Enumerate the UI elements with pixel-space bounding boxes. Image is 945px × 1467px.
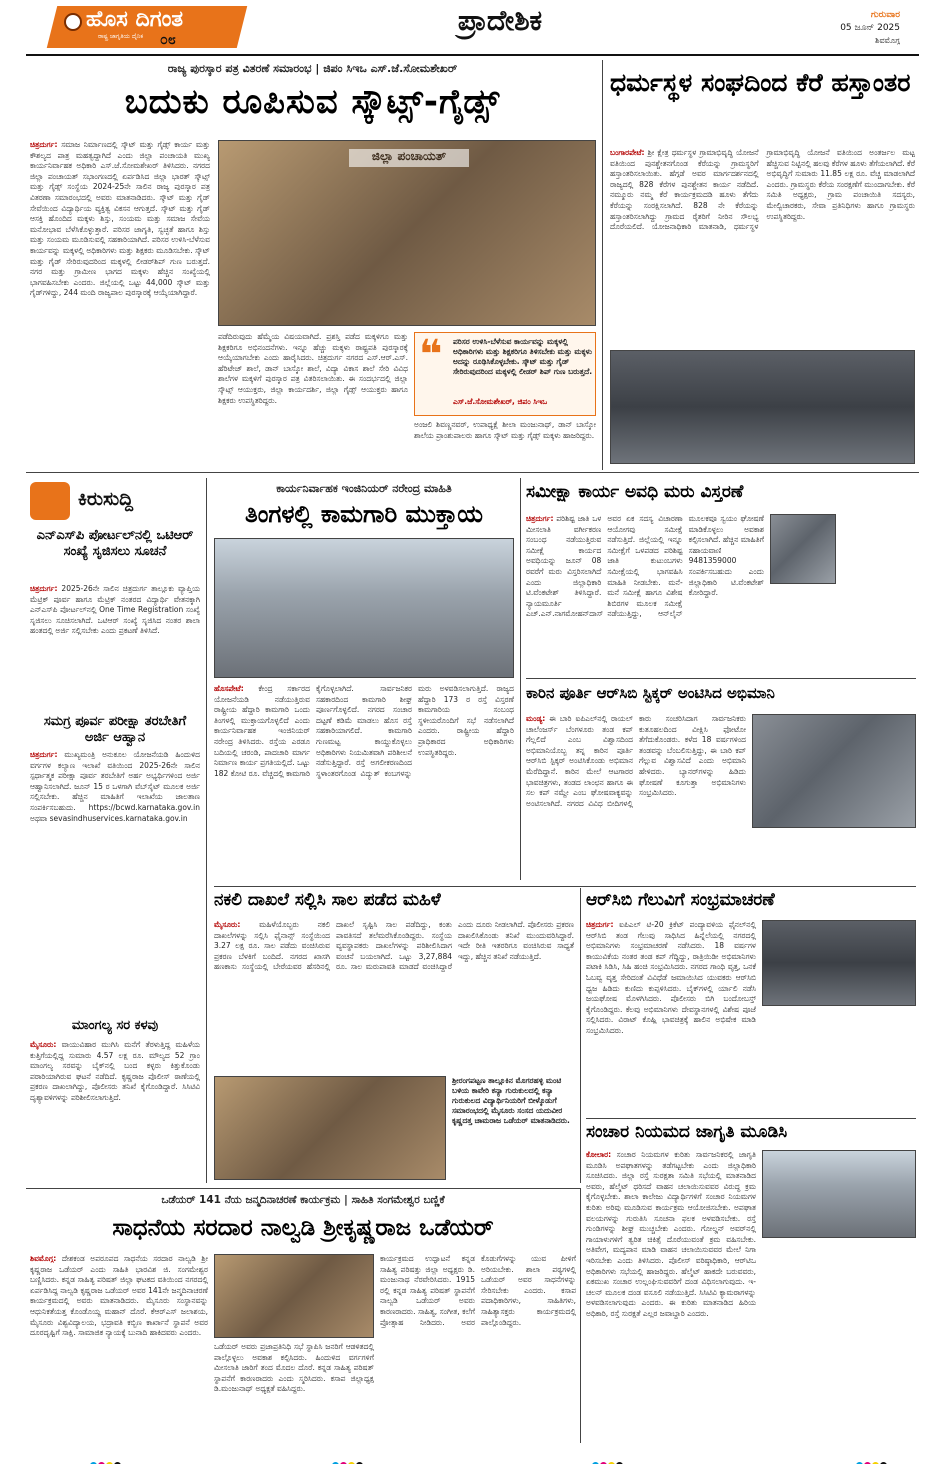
brief3-body (30, 1040, 200, 1182)
story7-body-right (762, 1010, 916, 1114)
story9-body-right-text: ಕಾರ್ಯಕ್ರಮದ ಉದ್ಘಾಟನೆ ಕನ್ನಡ ಸಾಹಿತ್ಯ ಪರಿಷತ್ತು ಜಿಲ್ಲಾ ಅಧ್ಯಕ್ಷರು ಡಿ. ಮಂಜುನಾಥ ನೆರವೇರಿಸಿದರು. 1915 ರಲ್ಲಿ ಕನ್ನಡ ಸಾಹಿತ್ಯ ಪರಿಷತ್ ಸ್ಥಾಪನೆಗೆ ನಾಲ್ವಡಿ ಒಡೆಯರ್ ಅವರು ಕಾರಣರಾದರು. ಸಾಹಿತ್ಯ, ಸಂಗೀತ, ಕಲೆಗೆ ಪ್ರೋತ್ಸಾಹ ನೀಡಿದರು. ಅವರ ಕೊಡುಗೆಗಳನ್ನು ಯುವ ಪೀಳಿಗೆ ಅರಿಯಬೇಕು. ಶಾಲಾ ಪಠ್ಯಗಳಲ್ಲಿ ಒಡೆಯರ್ ಅವರ ಸಾಧನೆಗಳನ್ನು ಸೇರಿಸಬೇಕು ಎಂದರು. ಕಸಾಪ ಪದಾಧಿಕಾರಿಗಳು, ಸಾಹಿತಿಗಳು, ಸಾಹಿತ್ಯಾಸಕ್ತರು ಕಾರ್ಯಕ್ರಮದಲ್ಲಿ ಪಾಲ್ಗೊಂಡಿದ್ದರು. (380, 1254, 576, 1327)
story1-quote-box (414, 332, 596, 416)
story6-photo (214, 1076, 446, 1180)
story3-body (214, 684, 514, 880)
story6-body (214, 920, 574, 1070)
brief1-body-text: 2025-26ನೇ ಸಾಲಿನ ಚಿತ್ರದುರ್ಗ ತಾಲ್ಲೂಕು ವ್ಯಾಪ್ತಿಯ ಮೆಟ್ರಿಕ್ ಪೂರ್ವ ಹಾಗೂ ಮೆಟ್ರಿಕ್ ನಂತರದ ವಿದ್ಯಾರ್ಥಿ ವೇತನಕ್ಕಾಗಿ ಎನ್‌ಎಸ್‌ಪಿ ಪೋರ್ಟಲ್‌ನಲ್ಲಿ One Time Registration ಸಂಖ್ಯೆ ಸೃಜಿಸಲು ಸೂಚಿಸಲಾಗಿದೆ. ಒಟಿಆರ್ ಸಂಖ್ಯೆ ಸೃಜಿಸಿದ ನಂತರ ಶಾಲಾ ಹಂತದಲ್ಲಿ ಅರ್ಜಿ ಸಲ್ಲಿಸಬೇಕು ಎಂದು ಪ್ರಕಟಣೆ ತಿಳಿಸಿದೆ. (30, 584, 200, 636)
story6-headline: ನಕಲಿ ದಾಖಲೆ ಸಲ್ಲಿಸಿ ಸಾಲ ಪಡೆದ ಮಹಿಳೆ (214, 890, 441, 910)
masthead-city: ಶಿವಮೊಗ್ಗ (875, 36, 900, 45)
registration-marks-left (90, 1454, 140, 1464)
story5-body-text: ಈ ಬಾರಿ ಐಪಿಎಲ್‌ನಲ್ಲಿ ರಾಯಲ್ ಚಾಲೆಂಜರ್ಸ್ ಬೆಂಗಳೂರು ತಂಡ ಕಪ್ ಗೆಲ್ಲಲಿದೆ ಎಂಬ ವಿಶ್ವಾಸದಿಂದ ಅಭಿಮಾನಿಯೊಬ್ಬ ತನ್ನ ಕಾರಿನ ಪೂರ್ತಿ ಆರ್‌ಸಿಬಿ ಸ್ಟಿಕ್ಕರ್ ಅಂಟಿಸಿಕೊಂಡು ಅಭಿಮಾನ ಮೆರೆದಿದ್ದಾನೆ. ಕಾರಿನ ಮೇಲೆ ಆಟಗಾರರ ಭಾವಚಿತ್ರಗಳು, ತಂಡದ ಲಾಂಛನ ಹಾಗೂ ಈ ಸಲ ಕಪ್ ನಮ್ದೇ ಎಂಬ ಘೋಷವಾಕ್ಯವನ್ನು ಅಂಟಿಸಲಾಗಿದೆ. ನಗರದ ವಿವಿಧ ಬೀದಿಗಳಲ್ಲಿ ಕಾರು ಸಂಚರಿಸಿದಾಗ ಸಾರ್ವಜನಿಕರು ಕುತೂಹಲದಿಂದ ವೀಕ್ಷಿಸಿ ಫೋಟೋ ತೆಗೆದುಕೊಂಡರು. ಕಳೆದ 18 ವರ್ಷಗಳಿಂದ ತಂಡವನ್ನು ಬೆಂಬಲಿಸುತ್ತಿದ್ದು, ಈ ಬಾರಿ ಕಪ್ ಗೆಲ್ಲುವ ವಿಶ್ವಾಸವಿದೆ ಎಂದು ಅಭಿಮಾನಿ ಹೇಳಿದರು. ಬ್ಯಾನರ್‌ಗಳನ್ನು ಹಿಡಿದು ಘೋಷಣೆ ಕೂಗುತ್ತಾ ಅಭಿಮಾನಿಗಳು ಸಂಭ್ರಮಿಸಿದರು. (526, 714, 746, 808)
story7-photo (762, 920, 916, 1006)
story9-body-right (380, 1254, 576, 1442)
brief1-headline: ಎನ್‌ಎಸ್‌ಪಿ ಪೋರ್ಟಲ್‌ನಲ್ಲಿ ಒಟಿಆರ್ ಸಂಖ್ಯೆ ಸೃಜಿಸಲು ಸೂಚನೆ (36, 528, 194, 559)
story4-dateline: ಚಿತ್ರದುರ್ಗ: (526, 514, 554, 523)
story7-dateline: ಚಿತ್ರದುರ್ಗ: (586, 920, 614, 929)
story7-headline: ಆರ್‌ಸಿಬಿ ಗೆಲುವಿಗೆ ಸಂಭ್ರಮಾಚರಣೆ (586, 890, 775, 910)
brief2-dateline: ಚಿತ್ರದುರ್ಗ: (30, 750, 58, 759)
brief2-headline: ಸಮಗ್ರ ಪೂರ್ವ ಪರೀಕ್ಷಾ ತರಬೇತಿಗೆ ಅರ್ಜಿ ಆಹ್ವಾನ (43, 714, 187, 745)
brief1-body (30, 584, 200, 712)
kirusuddi-icon (30, 482, 70, 520)
story3-headline: ತಿಂಗಳಲ್ಲಿ ಕಾಮಗಾರಿ ಮುಕ್ತಾಯ (245, 500, 483, 528)
brief3-dateline: ಮೈಸೂರು: (30, 1040, 57, 1049)
brief2-body-text: ಮುಖ್ಯಮಂತ್ರಿ ಅನುಕೂಲ ಯೋಜನೆಯಡಿ ಹಿಂದುಳಿದ ವರ್ಗಗಳ ಕಲ್ಯಾಣ ಇಲಾಖೆ ವತಿಯಿಂದ 2025-26ನೇ ಸಾಲಿನ ಸ್ಪರ್ಧಾತ್ಮಕ ಪರೀಕ್ಷಾ ಪೂರ್ವ ತರಬೇತಿಗೆ ಅರ್ಹ ಅಭ್ಯರ್ಥಿಗಳಿಂದ ಅರ್ಜಿ ಆಹ್ವಾನಿಸಲಾಗಿದೆ. ಜೂನ್ 15 ರ ಒಳಗಾಗಿ ವೆಬ್‌ಸೈಟ್ ಮೂಲಕ ಅರ್ಜಿ ಸಲ್ಲಿಸಬೇಕು. ಹೆಚ್ಚಿನ ಮಾಹಿತಿಗೆ ಇಲಾಖೆಯ ಜಾಲತಾಣ ಸಂಪರ್ಕಿಸಬಹುದು. https://bcwd.karnataka.gov.in ಅಥವಾ sevasindhuservices.karnataka.gov.in (30, 750, 200, 823)
paper-name: ಹೊಸ ದಿಗಂತ (86, 7, 184, 32)
story1-body-left (30, 140, 210, 465)
story6-body-text: ಮಹಿಳೆಯೊಬ್ಬರು ನಕಲಿ ದಾಖಲೆಗಳನ್ನು ಸಲ್ಲಿಸಿ ಫೈನಾನ್ಸ್ ಸಂಸ್ಥೆಯಿಂದ 3.27 ಲಕ್ಷ ರೂ. ಸಾಲ ಪಡೆದು ವಂಚಿಸಿರುವ ಪ್ರಕರಣ ಬೆಳಕಿಗೆ ಬಂದಿದೆ. ನಗರದ ಖಾಸಗಿ ಹಣಕಾಸು ಸಂಸ್ಥೆಯಲ್ಲಿ ಬೇರೆಯವರ ಹೆಸರಿನಲ್ಲಿ ದಾಖಲೆ ಸೃಷ್ಟಿಸಿ ಸಾಲ ಪಡೆದಿದ್ದು, ಕಂತು ಪಾವತಿಸದೆ ತಲೆಮರೆಸಿಕೊಂಡಿದ್ದರು. ಸಂಸ್ಥೆಯ ವ್ಯವಸ್ಥಾಪಕರು ದಾಖಲೆಗಳನ್ನು ಪರಿಶೀಲಿಸಿದಾಗ ವಂಚನೆ ಬಯಲಾಗಿದೆ. ಒಟ್ಟು 3,27,884 ರೂ. ಸಾಲ ಮರುಪಾವತಿ ಮಾಡದೆ ವಂಚಿಸಿದ್ದಾರೆ ಎಂದು ದೂರು ನೀಡಲಾಗಿದೆ. ಪೊಲೀಸರು ಪ್ರಕರಣ ದಾಖಲಿಸಿಕೊಂಡು ತನಿಖೆ ಮುಂದುವರಿಸಿದ್ದಾರೆ. ಇದೇ ರೀತಿ ಇತರರಿಗೂ ವಂಚಿಸಿರುವ ಸಾಧ್ಯತೆ ಇದ್ದು, ಹೆಚ್ಚಿನ ತನಿಖೆ ನಡೆಯುತ್ತಿದೆ. (214, 920, 574, 972)
quote-mark-icon: ❝ (419, 335, 443, 369)
story2-body-text: ಶ್ರೀ ಕ್ಷೇತ್ರ ಧರ್ಮಸ್ಥಳ ಗ್ರಾಮಾಭಿವೃದ್ಧಿ ಯೋಜನೆ ವತಿಯಿಂದ ಪುನಶ್ಚೇತನಗೊಂಡ ಕೆರೆಯನ್ನು ಗ್ರಾಮಸ್ಥರಿಗೆ ಹಸ್ತಾಂತರಿಸಲಾಯಿತು. ಹೆಗ್ಗಡೆ ಅವರ ಮಾರ್ಗದರ್ಶನದಲ್ಲಿ ರಾಜ್ಯದಲ್ಲಿ 828 ಕೆರೆಗಳ ಪುನಶ್ಚೇತನ ಕಾರ್ಯ ನಡೆದಿದೆ. ನಮ್ಮೂರು ನಮ್ಮ ಕೆರೆ ಕಾರ್ಯಕ್ರಮದಡಿ ಹೂಳು ತೆಗೆದು ಕೆರೆಯನ್ನು ಸಂರಕ್ಷಿಸಲಾಗಿದೆ. 828 ನೇ ಕೆರೆಯನ್ನು ಹಸ್ತಾಂತರಿಸಲಾಗಿದ್ದು ಗ್ರಾಮದ ರೈತರಿಗೆ ನೀರಿನ ಸೌಲಭ್ಯ ದೊರೆಯಲಿದೆ. ಯೋಜನಾಧಿಕಾರಿ ಮಾತನಾಡಿ, ಧರ್ಮಸ್ಥಳ ಗ್ರಾಮಾಭಿವೃದ್ಧಿ ಯೋಜನೆ ವತಿಯಿಂದ ಅಂತರ್ಜಲ ಮಟ್ಟ ಹೆಚ್ಚಿಸುವ ನಿಟ್ಟಿನಲ್ಲಿ ಹಲವು ಕೆರೆಗಳ ಹೂಳು ತೆಗೆಯಲಾಗಿದೆ. ಕೆರೆ ಅಭಿವೃದ್ಧಿಗೆ ಸುಮಾರು 11.85 ಲಕ್ಷ ರೂ. ವೆಚ್ಚ ಮಾಡಲಾಗಿದೆ ಎಂದರು. ಗ್ರಾಮಸ್ಥರು ಕೆರೆಯ ಸಂರಕ್ಷಣೆಗೆ ಮುಂದಾಗಬೇಕು. ಕೆರೆ ಸಮಿತಿ ಅಧ್ಯಕ್ಷರು, ಗ್ರಾಮ ಪಂಚಾಯಿತಿ ಸದಸ್ಯರು, ಮೇಲ್ವಿಚಾರಕರು, ಸೇವಾ ಪ್ರತಿನಿಧಿಗಳು ಹಾಗೂ ಗ್ರಾಮಸ್ಥರು ಉಪಸ್ಥಿತರಿದ್ದರು. (610, 148, 915, 232)
story-rule (526, 678, 916, 679)
story7-body-text: ಐಪಿಎಲ್ ಟಿ-20 ಕ್ರಿಕೆಟ್ ಪಂದ್ಯಾವಳಿಯ ಫೈನಲ್‌ನಲ್ಲಿ ಆರ್‌ಸಿಬಿ ತಂಡ ಗೆಲುವು ಸಾಧಿಸಿದ ಹಿನ್ನೆಲೆಯಲ್ಲಿ ನಗರದಲ್ಲಿ ಅಭಿಮಾನಿಗಳು ಸಂಭ್ರಮಾಚರಣೆ ನಡೆಸಿದರು. 18 ವರ್ಷಗಳ ಕಾಯುವಿಕೆಯ ನಂತರ ತಂಡ ಕಪ್ ಗೆದ್ದಿದ್ದು, ರಾತ್ರಿಯಿಡೀ ಅಭಿಮಾನಿಗಳು ಪಟಾಕಿ ಸಿಡಿಸಿ, ಸಿಹಿ ಹಂಚಿ ಸಂಭ್ರಮಿಸಿದರು. ನಗರದ ಗಾಂಧಿ ವೃತ್ತ, ಒನಕೆ ಓಬವ್ವ ವೃತ್ತ ಸೇರಿದಂತೆ ವಿವಿಧೆಡೆ ಜಮಾಯಿಸಿದ ಯುವಕರು ಆರ್‌ಸಿಬಿ ಧ್ವಜ ಹಿಡಿದು ಕುಣಿದು ಕುಪ್ಪಳಿಸಿದರು. ಬೈಕ್‌ಗಳಲ್ಲಿ ರ್ಯಾಲಿ ನಡೆಸಿ ಜಯಘೋಷ ಮೊಳಗಿಸಿದರು. ಪೊಲೀಸರು ಬಿಗಿ ಬಂದೋಬಸ್ತ್ ಕೈಗೊಂಡಿದ್ದರು. ಕೆಲವು ಅಭಿಮಾನಿಗಳು ದೇವಸ್ಥಾನಗಳಲ್ಲಿ ವಿಶೇಷ ಪೂಜೆ ಸಲ್ಲಿಸಿದರು. ವಿರಾಟ್ ಕೊಹ್ಲಿ ಭಾವಚಿತ್ರಕ್ಕೆ ಹಾಲಿನ ಅಭಿಷೇಕ ಮಾಡಿ ಸಂಭ್ರಮಿಸಿದರು. (586, 920, 756, 1035)
story4-body-text: ಪರಿಶಿಷ್ಟ ಜಾತಿ ಒಳ ಮೀಸಲಾತಿ ವರ್ಗೀಕರಣ ಸಂಬಂಧ ನಡೆಯುತ್ತಿರುವ ಸಮೀಕ್ಷೆ ಕಾರ್ಯದ ಅವಧಿಯನ್ನು ಜೂನ್ 08 ರವರೆಗೆ ಮರು ವಿಸ್ತರಿಸಲಾಗಿದೆ ಎಂದು ಜಿಲ್ಲಾಧಿಕಾರಿ ಟಿ.ವೆಂಕಟೇಶ್ ತಿಳಿಸಿದ್ದಾರೆ. ನ್ಯಾಯಮೂರ್ತಿ ಎಚ್.ಎನ್.ನಾಗಮೋಹನ್‌ದಾಸ್ ಅವರ ಏಕ ಸದಸ್ಯ ವಿಚಾರಣಾ ಆಯೋಗವು ಸಮೀಕ್ಷೆ ನಡೆಸುತ್ತಿದೆ. ಜಿಲ್ಲೆಯಲ್ಲಿ ಇನ್ನೂ ಸಮೀಕ್ಷೆಗೆ ಒಳಪಡದ ಪರಿಶಿಷ್ಟ ಜಾತಿ ಕುಟುಂಬಗಳು ಸಮೀಕ್ಷೆಯಲ್ಲಿ ಭಾಗವಹಿಸಿ ಮಾಹಿತಿ ನೀಡಬೇಕು. ಮನೆ-ಮನೆ ಸಮೀಕ್ಷೆ ಹಾಗೂ ವಿಶೇಷ ಶಿಬಿರಗಳ ಮೂಲಕ ಸಮೀಕ್ಷೆ ನಡೆಯುತ್ತಿದ್ದು, ಆನ್‌ಲೈನ್ ಮೂಲಕವೂ ಸ್ವಯಂ ಘೋಷಣೆ ಮಾಡಿಕೊಳ್ಳಲು ಅವಕಾಶ ಕಲ್ಪಿಸಲಾಗಿದೆ. ಹೆಚ್ಚಿನ ಮಾಹಿತಿಗೆ ಸಹಾಯವಾಣಿ 9481359000 ಸಂಪರ್ಕಿಸಬಹುದು ಎಂದು ಜಿಲ್ಲಾಧಿಕಾರಿ ಟಿ.ವೆಂಕಟೇಶ್ ಕೋರಿದ್ದಾರೆ. (526, 514, 764, 619)
story1-headline: ಬದುಕು ರೂಪಿಸುವ ಸ್ಕೌಟ್ಸ್-ಗೈಡ್ಸ್ (124, 82, 501, 122)
story6-caption: ಶ್ರೀರಂಗಪಟ್ಟಣ ತಾಲ್ಲೂಕಿನ ಮೊಗರಹಳ್ಳಿ ಮಂಟಿ ಬಳಿಯ ಕಾವೇರಿ ಕನ್ಯಾ ಗುರುಕುಲದಲ್ಲಿ ಕನ್ಯಾ ಗುರುಕುಲದ ವಿದ್ಯಾರ್ಥಿನಿಯರಿಗೆ ಬೀಳ್ಕೊಡುಗೆ ಸಮಾರಂಭದಲ್ಲಿ ಮೈಸೂರು ಸಂಸದ ಯದುವೀರ ಕೃಷ್ಣದತ್ತ ಚಾಮರಾಜ ಒಡೆಯರ್ ಮಾತನಾಡಿದರು. (452, 1076, 570, 1125)
story7-body (586, 920, 756, 1112)
section-rule (26, 472, 919, 473)
story1-photo (218, 140, 596, 326)
story8-photo (762, 1150, 916, 1238)
story9-headline: ಸಾಧನೆಯ ಸರದಾರ ನಾಲ್ವಡಿ ಶ್ರೀಕೃಷ್ಣರಾಜ ಒಡೆಯರ್ (112, 1215, 494, 1241)
story8-body-text: ಸಂಚಾರ ನಿಯಮಗಳ ಕುರಿತು ಸಾರ್ವಜನಿಕರಲ್ಲಿ ಜಾಗೃತಿ ಮೂಡಿಸಿ ಅಪಘಾತಗಳನ್ನು ತಡೆಗಟ್ಟಬೇಕು ಎಂದು ಜಿಲ್ಲಾಧಿಕಾರಿ ಸೂಚಿಸಿದರು. ಜಿಲ್ಲಾ ರಸ್ತೆ ಸುರಕ್ಷತಾ ಸಮಿತಿ ಸಭೆಯಲ್ಲಿ ಮಾತನಾಡಿದ ಅವರು, ಹೆಲ್ಮೆಟ್ ಧರಿಸದೆ ವಾಹನ ಚಲಾಯಿಸುವವರ ವಿರುದ್ಧ ಕ್ರಮ ಕೈಗೊಳ್ಳಬೇಕು. ಶಾಲಾ ಕಾಲೇಜು ವಿದ್ಯಾರ್ಥಿಗಳಿಗೆ ಸಂಚಾರ ನಿಯಮಗಳ ಕುರಿತು ಅರಿವು ಮೂಡಿಸುವ ಕಾರ್ಯಕ್ರಮ ಆಯೋಜಿಸಬೇಕು. ಅಪಘಾತ ವಲಯಗಳನ್ನು ಗುರುತಿಸಿ ಸೂಚನಾ ಫಲಕ ಅಳವಡಿಸಬೇಕು. ರಸ್ತೆ ಗುಂಡಿಗಳನ್ನು ಶೀಘ್ರ ಮುಚ್ಚಬೇಕು ಎಂದರು. ಗೋಲ್ಡನ್ ಅವರ್‌ನಲ್ಲಿ ಗಾಯಾಳುಗಳಿಗೆ ತ್ವರಿತ ಚಿಕಿತ್ಸೆ ದೊರೆಯುವಂತೆ ಕ್ರಮ ವಹಿಸಬೇಕು. ಅತಿವೇಗ, ಮದ್ಯಪಾನ ಮಾಡಿ ವಾಹನ ಚಲಾಯಿಸುವವರ ಮೇಲೆ ನಿಗಾ ಇರಿಸಬೇಕು ಎಂದು ತಿಳಿಸಿದರು. ಪೊಲೀಸ್ ವರಿಷ್ಠಾಧಿಕಾರಿ, ಆರ್‌ಟಿಒ ಅಧಿಕಾರಿಗಳು ಸಭೆಯಲ್ಲಿ ಹಾಜರಿದ್ದರು. ಹೆಲ್ಮೆಟ್ ಹಾಕದೇ ಬರುವವರು, ಏಕಮುಖ ಸಂಚಾರ ಉಲ್ಲಂಘಿಸುವವರಿಗೆ ದಂಡ ವಿಧಿಸಲಾಗುವುದು. ಇ-ಚಲನ್ ಮೂಲಕ ದಂಡ ವಸೂಲಿ ನಡೆಯುತ್ತಿದೆ. ಸಿಸಿಟಿವಿ ಕ್ಯಾಮರಾಗಳನ್ನು ಅಳವಡಿಸಲಾಗುವುದು ಎಂದರು. ಈ ಕುರಿತು ಮಾತನಾಡಿದ ಹಿರಿಯ ಅಧಿಕಾರಿ, ರಸ್ತೆ ಸುರಕ್ಷತೆ ಎಲ್ಲರ ಜವಾಬ್ದಾರಿ ಎಂದರು. (586, 1150, 756, 1318)
column-rule (520, 478, 521, 880)
paper-tagline: ರಾಷ್ಟ್ರ ಜಾಗೃತಿಯ ದೈನಿಕ (98, 33, 144, 40)
story3-dateline: ಹೊಸಪೇಟೆ: (214, 684, 244, 693)
column-rule (602, 60, 603, 470)
kirusuddi-box (30, 480, 200, 522)
brief2-body (30, 750, 200, 1012)
story1-body-bottom (414, 420, 596, 464)
story1-quote-author: ಎಸ್.ಜೆ.ಸೋಮಶೇಖರ್, ಜಿಪಂ ಸಿಇಒ (453, 397, 548, 406)
story4-portrait-photo (770, 514, 836, 584)
logo-emblem-icon (64, 13, 82, 31)
story2-body (610, 148, 915, 344)
brief3-headline: ಮಾಂಗಲ್ಯ ಸರ ಕಳವು (71, 1018, 159, 1033)
story4-body-right (842, 514, 916, 670)
story1-body-left-text: ಸಮಾಜ ನಿರ್ಮಾಣದಲ್ಲಿ ಸ್ಕೌಟ್ ಮತ್ತು ಗೈಡ್ಸ್ ಕಾರ್ಯ ಮತ್ತು ಕೌಶಲ್ಯದ ಪಾತ್ರ ಮಹತ್ವದ್ದಾಗಿದೆ ಎಂದು ಜಿಲ್ಲಾ ಪಂಚಾಯತಿ ಮುಖ್ಯ ಕಾರ್ಯನಿರ್ವಾಹಕ ಅಧಿಕಾರಿ ಎಸ್.ಜೆ.ಸೋಮಶೇಖರ್ ತಿಳಿಸಿದರು. ನಗರದ ಜಿಲ್ಲಾ ಪಂಚಾಯತ್ ಸಭಾಂಗಣದಲ್ಲಿ ಏರ್ಪಡಿಸಿದ ಜಿಲ್ಲಾ ಭಾರತ್ ಸ್ಕೌಟ್ಸ್ ಮತ್ತು ಗೈಡ್ಸ್ ಸಂಸ್ಥೆಯ 2024-25ನೇ ಸಾಲಿನ ರಾಜ್ಯ ಪುರಸ್ಕಾರ ಪತ್ರ ವಿತರಣಾ ಸಮಾರಂಭದಲ್ಲಿ ಅವರು ಮಾತನಾಡಿದರು. ಸ್ಕೌಟ್ ಮತ್ತು ಗೈಡ್ ಸೇವೆಯಿಂದ ವಿದ್ಯಾರ್ಥಿಯ ವ್ಯಕ್ತಿತ್ವ ವಿಕಸನ ಆಗುತ್ತದೆ. ಸ್ಕೌಟ್ ಮತ್ತು ಗೈಡ್ ಆಸಕ್ತಿ ಹೊಂದಿದ ಮಕ್ಕಳು ಶಿಸ್ತು, ಸಂಯಮ ಮತ್ತು ಸಮಾಜ ಸೇವೆಯ ಮನೋಭಾವ ಬೆಳೆಸಿಕೊಳ್ಳುತ್ತಾರೆ. ಪರಿಸರ ಜಾಗೃತಿ, ಸ್ವಚ್ಛತೆ ಹಾಗೂ ಶಿಸ್ತು ಮತ್ತು ಸಂಯಮ ಮೂಡಿಸುವಲ್ಲಿ ಸಹಕಾರಿಯಾಗಿದೆ. ಪರಿಸರ ಉಳಿಸಿ-ಬೆಳೆಸುವ ಕಾರ್ಯವನ್ನು ಮಕ್ಕಳಲ್ಲಿ ಅಧಿಕಾರಿಗಳು ಮತ್ತು ಶಿಕ್ಷಕರು ಮೂಡಿಸಬೇಕು. ಸ್ಕೌಟ್ ಮತ್ತು ಗೈಡ್ ಸೇರಿರುವುದರಿಂದ ಮಕ್ಕಳಲ್ಲಿ ಲೀಡರ್‌ಶಿಪ್ ಗುಣ ಬರುತ್ತದೆ. ನಗರ ಮತ್ತು ಗ್ರಾಮೀಣ ಭಾಗದ ಮಕ್ಕಳು ಹೆಚ್ಚಿನ ಸಂಖ್ಯೆಯಲ್ಲಿ ಭಾಗವಹಿಸಬೇಕು ಎಂದರು. ಜಿಲ್ಲೆಯಲ್ಲಿ ಒಟ್ಟು 44,000 ಸ್ಕೌಟ್ ಮತ್ತು ಗೈಡ್‌ಗಳಿದ್ದು, 244 ಮಂದಿ ರಾಜ್ಯಪಾಲ ಪುರಸ್ಕಾರಕ್ಕೆ ಆಯ್ಕೆಯಾಗಿದ್ದಾರೆ. (30, 140, 210, 298)
story8-body-right (762, 1244, 916, 1442)
story1-quote: ಪರಿಸರ ಉಳಿಸಿ-ಬೆಳೆಸುವ ಕಾರ್ಯವನ್ನು ಮಕ್ಕಳಲ್ಲಿ ಅಧಿಕಾರಿಗಳು ಮತ್ತು ಶಿಕ್ಷಕರಿಗೂ ತಿಳಿಸಬೇಕು ಮತ್ತು ಮಕ್ಕಳು ಅದನ್ನು ರೂಢಿಸಿಕೊಳ್ಳಬೇಕು. ಸ್ಕೌಟ್ ಮತ್ತು ಗೈಡ್ ಸೇರಿರುವುದರಿಂದ ಮಕ್ಕಳಲ್ಲಿ ಲೀಡರ್ ಶಿಪ್ ಗುಣ ಬರುತ್ತದೆ. (453, 337, 593, 376)
registration-marks-mid (332, 1454, 382, 1464)
story8-body (586, 1150, 756, 1442)
story9-body-mid (214, 1342, 374, 1442)
brief1-dateline: ಚಿತ್ರದುರ್ಗ: (30, 584, 58, 593)
story1-kicker: ರಾಜ್ಯ ಪುರಸ್ಕಾರ ಪತ್ರ ವಿತರಣೆ ಸಮಾರಂಭ | ಜಿಪಂ ಸಿಇಒ ಎಸ್.ಜೆ.ಸೋಮಶೇಖರ್ (167, 62, 458, 75)
story1-body-bottom-text: ಅಂಜಲಿ ಶಿವಣ್ಣನವರ್, ಉಪಾಧ್ಯಕ್ಷೆ ಶೀಲಾ ಮಂಜುನಾಥ್, ಡಾನ್ ಬಾಸ್ಕೋ ಶಾಲೆಯ ಪ್ರಾಂಶುಪಾಲರು ಹಾಗೂ ಸ್ಕೌಟ್ ಮತ್ತು ಗೈಡ್ಸ್ ಮಕ್ಕಳು ಹಾಜರಿದ್ದರು. (414, 420, 596, 440)
masthead-rule (26, 54, 919, 56)
story1-body-mid-text: ಪಡೆದಿರುವುದು ಹೆಮ್ಮೆಯ ವಿಷಯವಾಗಿದೆ. ಪ್ರಶಸ್ತಿ ಪಡೆದ ಮಕ್ಕಳಿಗೂ ಮತ್ತು ಶಿಕ್ಷಕರಿಗೂ ಅಭಿನಂದನೆಗಳು. ಇನ್ನೂ ಹೆಚ್ಚು ಮಕ್ಕಳು ರಾಷ್ಟ್ರಪತಿ ಪುರಸ್ಕಾರಕ್ಕೆ ಆಯ್ಕೆಯಾಗಬೇಕು ಎಂದು ಹಾರೈಸಿದರು. ಚಿತ್ರದುರ್ಗ ನಗರದ ಎಸ್.ಆರ್.ಎಸ್. ಹೆರಿಟೇಜ್ ಶಾಲೆ, ಡಾನ್ ಬಾಸ್ಕೋ ಶಾಲೆ, ವಿದ್ಯಾ ವಿಕಾಸ ಶಾಲೆ ಸೇರಿ ವಿವಿಧ ಶಾಲೆಗಳ ಮಕ್ಕಳಿಗೆ ಪುರಸ್ಕಾರ ಪತ್ರ ವಿತರಿಸಲಾಯಿತು. ಈ ಸಂದರ್ಭದಲ್ಲಿ ಜಿಲ್ಲಾ ಸ್ಕೌಟ್ಸ್ ಆಯುಕ್ತರು, ಜಿಲ್ಲಾ ಕಾರ್ಯದರ್ಶಿ, ಜಿಲ್ಲಾ ಗೈಡ್ಸ್ ಆಯುಕ್ತರು ಹಾಗೂ ಶಿಕ್ಷಕರು ಉಪಸ್ಥಿತರಿದ್ದರು. (218, 332, 408, 405)
story6-dateline: ಮೈಸೂರು: (214, 920, 241, 929)
column-rule (580, 1188, 581, 1443)
section-name: ಪ್ರಾದೇಶಿಕ (457, 4, 543, 37)
story9-body-left (30, 1254, 208, 1442)
masthead-day: ಗುರುವಾರ (870, 10, 900, 20)
page-number: ೦೮ (160, 32, 176, 48)
registration-marks-mid2 (592, 1454, 642, 1464)
story9-photo (214, 1254, 374, 1338)
story9-body-left-text: ದೇಶಕಂಡ ಅಪರೂಪದ ಸಾಧನೆಯ ಸರದಾರ ನಾಲ್ವಡಿ ಶ್ರೀ ಕೃಷ್ಣರಾಜ ಒಡೆಯರ್ ಎಂದು ಸಾಹಿತಿ ಭಾರವಿಶ ಜಿ. ಸಂಗಮೇಶ್ವರ ಬಣ್ಣಿಸಿದರು. ಕನ್ನಡ ಸಾಹಿತ್ಯ ಪರಿಷತ್ ಜಿಲ್ಲಾ ಘಟಕದ ವತಿಯಿಂದ ನಗರದಲ್ಲಿ ಏರ್ಪಡಿಸಿದ್ದ ನಾಲ್ವಡಿ ಕೃಷ್ಣರಾಜ ಒಡೆಯರ್ ಅವರ 141ನೇ ಜನ್ಮದಿನಾಚರಣೆ ಕಾರ್ಯಕ್ರಮದಲ್ಲಿ ಅವರು ಮಾತನಾಡಿದರು. ಮೈಸೂರು ಸಂಸ್ಥಾನವನ್ನು ಆಧುನಿಕತೆಯತ್ತ ಕೊಂಡೊಯ್ದ ಮಹಾನ್ ದೊರೆ. ಕೆಆರ್‌ಎಸ್ ಜಲಾಶಯ, ಮೈಸೂರು ವಿಶ್ವವಿದ್ಯಾಲಯ, ಭದ್ರಾವತಿ ಕಬ್ಬಿಣ ಕಾರ್ಖಾನೆ ಸ್ಥಾಪನೆ ಅವರ ದೂರದೃಷ್ಟಿಗೆ ಸಾಕ್ಷಿ. ಸಾಮಾಜಿಕ ನ್ಯಾಯಕ್ಕೆ ಬುನಾದಿ ಹಾಕಿದವರು ಎಂದರು. (30, 1254, 208, 1338)
photo-banner: ಜಿಲ್ಲಾ ಪಂಚಾಯತ್ (349, 149, 469, 167)
story3-kicker: ಕಾರ್ಯನಿರ್ವಾಹಕ ಇಂಜಿನಿಯರ್ ನರೇಂದ್ರ ಮಾಹಿತಿ (276, 482, 452, 495)
story3-photo (214, 538, 514, 678)
story-rule (586, 1118, 916, 1119)
story2-headline: ಧರ್ಮಸ್ಥಳ ಸಂಘದಿಂದ ಕೆರೆ ಹಸ್ತಾಂತರ (610, 68, 911, 97)
story8-dateline: ಕೋಲಾರ: (586, 1150, 612, 1159)
story4-headline: ಸಮೀಕ್ಷಾ ಕಾರ್ಯ ಅವಧಿ ಮರು ವಿಸ್ತರಣೆ (526, 482, 744, 502)
story2-photo (610, 350, 915, 464)
column-rule (206, 478, 207, 1183)
story5-dateline: ಮಂಡ್ಯ: (526, 714, 546, 723)
story-rule (214, 886, 916, 887)
story9-kicker: ಒಡೆಯರ್ 141 ನೆಯ ಜನ್ಮದಿನಾಚರಣೆ ಕಾರ್ಯಕ್ರಮ | ಸಾಹಿತಿ ಸಂಗಮೇಶ್ವರ ಬಣ್ಣಿಕೆ (161, 1194, 445, 1206)
story2-dateline: ಬಂಗಾರಪೇಟೆ: (610, 148, 645, 157)
story8-headline: ಸಂಚಾರ ನಿಯಮದ ಜಾಗೃತಿ ಮೂಡಿಸಿ (586, 1122, 788, 1142)
column-rule (580, 888, 581, 1183)
brief3-body-text: ವಾಯುವಿಹಾರ ಮುಗಿಸಿ ಮನೆಗೆ ತೆರಳುತ್ತಿದ್ದ ಮಹಿಳೆಯ ಕುತ್ತಿಗೆಯಲ್ಲಿದ್ದ ಸುಮಾರು 4.57 ಲಕ್ಷ ರೂ. ಮೌಲ್ಯದ 52 ಗ್ರಾಂ ಮಾಂಗಲ್ಯ ಸರವನ್ನು ಬೈಕ್‌ನಲ್ಲಿ ಬಂದ ಕಳ್ಳರು ಕಿತ್ತುಕೊಂಡು ಪರಾರಿಯಾಗಿರುವ ಘಟನೆ ನಡೆದಿದೆ. ಕೃಷ್ಣರಾಜ ಪೊಲೀಸ್ ಠಾಣೆಯಲ್ಲಿ ಪ್ರಕರಣ ದಾಖಲಾಗಿದ್ದು, ಪೊಲೀಸರು ತನಿಖೆ ಕೈಗೊಂಡಿದ್ದಾರೆ. ಸಿಸಿಟಿವಿ ದೃಶ್ಯಾವಳಿಗಳನ್ನು ಪರಿಶೀಲಿಸಲಾಗುತ್ತಿದೆ. (30, 1040, 200, 1102)
story3-body-text: ಕೇಂದ್ರ ಸರ್ಕಾರದ ಯೋಜನೆಯಡಿ ನಡೆಯುತ್ತಿರುವ ರಾಷ್ಟ್ರೀಯ ಹೆದ್ದಾರಿ ಕಾಮಗಾರಿ ಒಂದು ತಿಂಗಳಲ್ಲಿ ಮುಕ್ತಾಯಗೊಳ್ಳಲಿದೆ ಎಂದು ಕಾರ್ಯನಿರ್ವಾಹಕ ಇಂಜಿನಿಯರ್ ನರೇಂದ್ರ ತಿಳಿಸಿದರು. ರಸ್ತೆಯ ಎರಡೂ ಬದಿಯಲ್ಲಿ ಚರಂಡಿ, ಪಾದಚಾರಿ ಮಾರ್ಗ ನಿರ್ಮಾಣ ಕಾರ್ಯ ಪ್ರಗತಿಯಲ್ಲಿದೆ. ಒಟ್ಟು 182 ಕೋಟಿ ರೂ. ವೆಚ್ಚದಲ್ಲಿ ಕಾಮಗಾರಿ ಕೈಗೊಳ್ಳಲಾಗಿದೆ. ಸಾರ್ವಜನಿಕರ ಸಹಕಾರದಿಂದ ಕಾಮಗಾರಿ ಶೀಘ್ರ ಪೂರ್ಣಗೊಳ್ಳಲಿದೆ. ನಗರದ ಸಂಚಾರ ದಟ್ಟಣೆ ಕಡಿಮೆ ಮಾಡಲು ಹೊಸ ರಸ್ತೆ ಸಹಕಾರಿಯಾಗಲಿದೆ. ಕಾಮಗಾರಿ ಗುಣಮಟ್ಟ ಕಾಯ್ದುಕೊಳ್ಳಲು ಅಧಿಕಾರಿಗಳು ನಿಯಮಿತವಾಗಿ ಪರಿಶೀಲನೆ ನಡೆಸುತ್ತಿದ್ದಾರೆ. ರಸ್ತೆ ಅಗಲೀಕರಣದಿಂದ ಸ್ಥಳಾಂತರಗೊಂಡ ವಿದ್ಯುತ್ ಕಂಬಗಳನ್ನು ಮರು ಅಳವಡಿಸಲಾಗುತ್ತಿದೆ. ರಾಜ್ಯದ ಹೆದ್ದಾರಿ 173 ರ ರಸ್ತೆ ವಿಸ್ತರಣೆ ಕಾಮಗಾರಿಯ ಸಂಬಂಧ ಸ್ಥಳೀಯರೊಂದಿಗೆ ಸಭೆ ನಡೆಸಲಾಗಿದೆ ಎಂದರು. ರಾಷ್ಟ್ರೀಯ ಹೆದ್ದಾರಿ ಪ್ರಾಧಿಕಾರದ ಅಧಿಕಾರಿಗಳು ಉಪಸ್ಥಿತರಿದ್ದರು. (214, 684, 514, 778)
masthead-date: 05 ಜೂನ್ 2025 (840, 23, 900, 33)
story5-headline: ಕಾರಿನ ಪೂರ್ತಿ ಆರ್‌ಸಿಬಿ ಸ್ಟಿಕ್ಕರ್ ಅಂಟಿಸಿದ ಅಭಿಮಾನಿ (526, 684, 775, 702)
story9-body-mid-text: ಒಡೆಯರ್ ಅವರು ಪ್ರಜಾಪ್ರತಿನಿಧಿ ಸಭೆ ಸ್ಥಾಪಿಸಿ ಜನರಿಗೆ ಆಡಳಿತದಲ್ಲಿ ಪಾಲ್ಗೊಳ್ಳಲು ಅವಕಾಶ ಕಲ್ಪಿಸಿದರು. ಹಿಂದುಳಿದ ವರ್ಗಗಳಿಗೆ ಮೀಸಲಾತಿ ಜಾರಿಗೆ ತಂದ ಮೊದಲ ದೊರೆ. ಕನ್ನಡ ಸಾಹಿತ್ಯ ಪರಿಷತ್ ಸ್ಥಾಪನೆಗೆ ಕಾರಣರಾದರು ಎಂದು ಸ್ಮರಿಸಿದರು. ಕಸಾಪ ಜಿಲ್ಲಾಧ್ಯಕ್ಷ ಡಿ.ಮಂಜುನಾಥ್ ಅಧ್ಯಕ್ಷತೆ ವಹಿಸಿದ್ದರು. (214, 1342, 374, 1394)
masthead (0, 0, 945, 52)
story5-body (526, 714, 746, 880)
kirusuddi-title: ಕಿರುಸುದ್ದಿ (78, 488, 134, 510)
story1-body-mid (218, 332, 408, 464)
story1-dateline: ಚಿತ್ರದುರ್ಗ: (30, 140, 58, 149)
story-rule (26, 1188, 580, 1189)
story4-body (526, 514, 764, 670)
story9-dateline: ಶಿವಮೊಗ್ಗ: (30, 1254, 57, 1263)
registration-marks-right (856, 1454, 906, 1464)
story5-car-photo (752, 714, 916, 828)
